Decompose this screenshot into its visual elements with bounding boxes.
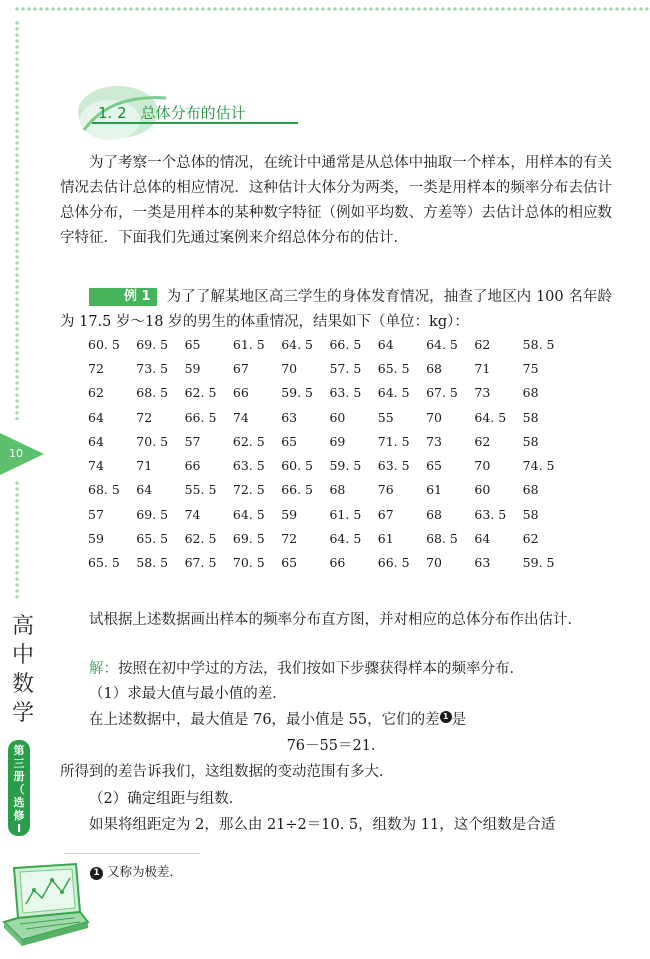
table-cell: 67 bbox=[232, 360, 249, 376]
table-cell: 65. 5 bbox=[88, 555, 120, 571]
table-row bbox=[88, 332, 571, 356]
table-cell: 59. 5 bbox=[522, 555, 555, 571]
volume-char: 第 bbox=[13, 744, 25, 757]
table-cell: 68 bbox=[522, 385, 539, 401]
page-number: 10 bbox=[9, 447, 23, 460]
table-cell: 69. 5 bbox=[232, 531, 265, 547]
table-cell: 59 bbox=[184, 360, 201, 376]
table-cell: 62 bbox=[474, 336, 491, 352]
table-cell: 61. 5 bbox=[329, 506, 362, 522]
table-cell: 71. 5 bbox=[377, 433, 410, 449]
table-cell: 70. 5 bbox=[136, 433, 169, 449]
left-dotted-border bbox=[14, 20, 20, 420]
side-title-char: 高 bbox=[11, 614, 34, 639]
table-cell: 67. 5 bbox=[426, 385, 458, 401]
table-cell: 68. 5 bbox=[136, 385, 169, 401]
table-cell: 62 bbox=[474, 433, 491, 449]
table-cell: 57 bbox=[184, 433, 201, 449]
table-cell: 64. 5 bbox=[281, 336, 313, 352]
difference-formula: 76－55＝21． bbox=[286, 738, 386, 754]
footnote-rule bbox=[64, 853, 200, 854]
step2-text: 如果将组距定为 2，那么由 21÷2＝10. 5，组数为 11，这个组数是合适 bbox=[89, 817, 556, 833]
intro-paragraph: 为了考察一个总体的情况，在统计中通常是从总体中抽取一个样本，用样本的有关情况去估计总体的相应情况．这种估计大体分为两类，一类是用样本的频率分布去估计总体分布，一类是用样本的某种数字特征（例如平均数、方差等）去估计总体的相应数字特征．下面我们先通过案例来介绍总体分布的估计． bbox=[60, 155, 612, 246]
table-cell: 60 bbox=[474, 482, 491, 498]
table-cell: 59 bbox=[88, 531, 104, 547]
table-cell: 61 bbox=[377, 531, 394, 547]
table-cell: 57 bbox=[88, 506, 104, 522]
table-cell: 72 bbox=[88, 360, 104, 376]
table-row bbox=[88, 502, 571, 526]
section-title-text: 总体分布的估计 bbox=[140, 104, 246, 122]
table-cell: 64. 5 bbox=[474, 409, 507, 425]
top-dotted-border bbox=[14, 6, 650, 12]
table-cell: 65. 5 bbox=[136, 531, 169, 547]
table-cell: 68. 5 bbox=[88, 482, 120, 498]
table-cell: 62 bbox=[88, 385, 104, 401]
table-cell: 69 bbox=[329, 433, 346, 449]
table-cell: 64. 5 bbox=[232, 506, 265, 522]
side-title-char: 中 bbox=[11, 643, 34, 668]
table-cell: 63. 5 bbox=[232, 458, 265, 474]
section-title bbox=[98, 102, 246, 123]
table-cell: 64 bbox=[136, 482, 153, 498]
table-cell: 70 bbox=[426, 409, 442, 425]
table-cell: 71 bbox=[474, 360, 491, 376]
table-cell: 74. 5 bbox=[522, 458, 555, 474]
table-cell: 58 bbox=[522, 433, 539, 449]
solution-label: 解： bbox=[89, 661, 118, 677]
table-cell: 71 bbox=[136, 458, 153, 474]
side-book-title bbox=[6, 612, 40, 728]
table-cell: 75 bbox=[522, 360, 539, 376]
table-row bbox=[88, 526, 571, 550]
table-cell: 62. 5 bbox=[184, 531, 217, 547]
table-cell: 63 bbox=[474, 555, 491, 571]
table-cell: 67. 5 bbox=[184, 555, 217, 571]
table-cell: 64. 5 bbox=[426, 336, 458, 352]
step2-heading: （2）确定组距与组数． bbox=[89, 791, 244, 807]
table-cell: 64 bbox=[88, 433, 104, 449]
footnote bbox=[90, 862, 182, 880]
table-cell: 57. 5 bbox=[329, 360, 362, 376]
table-cell: 63. 5 bbox=[329, 385, 362, 401]
table-cell: 55. 5 bbox=[184, 482, 217, 498]
example-text: 为了了解某地区高三学生的身体发育情况，抽查了地区内 100 名年龄为 17.5 岁～18 岁的男生的体重情况，结果如下（单位：kg）： bbox=[60, 289, 612, 330]
section-number: 1. 2 bbox=[98, 104, 127, 122]
volume-char: ） bbox=[13, 835, 25, 848]
table-row bbox=[88, 381, 571, 405]
table-cell: 70 bbox=[426, 555, 442, 571]
laptop-icon bbox=[0, 860, 90, 952]
table-cell: 63 bbox=[281, 409, 298, 425]
side-volume-badge bbox=[8, 740, 30, 848]
table-cell: 65 bbox=[426, 458, 442, 474]
table-cell: 61 bbox=[426, 482, 442, 498]
step1-text bbox=[60, 708, 612, 733]
table-cell: 65 bbox=[184, 336, 201, 352]
volume-char: 三 bbox=[13, 757, 25, 770]
table-row bbox=[88, 356, 571, 380]
table-cell: 64 bbox=[88, 409, 104, 425]
table-cell: 73 bbox=[474, 385, 491, 401]
table-cell: 60. 5 bbox=[88, 336, 120, 352]
table-cell: 63. 5 bbox=[474, 506, 507, 522]
table-cell: 73 bbox=[426, 433, 442, 449]
table-cell: 76 bbox=[377, 482, 394, 498]
table-cell: 58 bbox=[522, 409, 539, 425]
table-cell: 59 bbox=[281, 506, 298, 522]
table-row bbox=[88, 478, 571, 502]
table-cell: 70 bbox=[281, 360, 298, 376]
table-cell: 68. 5 bbox=[426, 531, 458, 547]
table-cell: 68 bbox=[426, 360, 442, 376]
table-cell: 64. 5 bbox=[377, 385, 410, 401]
table-cell: 74 bbox=[88, 458, 104, 474]
volume-char: 修 bbox=[13, 809, 25, 822]
task-paragraph: 试根据上述数据画出样本的频率分布直方图，并对相应的总体分布作出估计． bbox=[89, 612, 582, 628]
table-cell: 63. 5 bbox=[377, 458, 410, 474]
table-cell: 62. 5 bbox=[232, 433, 265, 449]
table-cell: 72. 5 bbox=[232, 482, 265, 498]
side-title-char: 数 bbox=[11, 672, 34, 697]
table-cell: 74 bbox=[184, 506, 201, 522]
table-cell: 74 bbox=[232, 409, 249, 425]
step1-heading: （1）求最大值与最小值的差． bbox=[89, 686, 287, 702]
table-cell: 67 bbox=[377, 506, 394, 522]
table-cell: 68 bbox=[329, 482, 346, 498]
weight-data-table bbox=[88, 332, 571, 575]
solution-lead: 按照在初中学过的方法，我们按如下步骤获得样本的频率分布． bbox=[118, 661, 524, 677]
table-cell: 69. 5 bbox=[136, 336, 169, 352]
table-cell: 66. 5 bbox=[377, 555, 410, 571]
table-cell: 61. 5 bbox=[232, 336, 265, 352]
table-cell: 59. 5 bbox=[281, 385, 313, 401]
volume-char: 选 bbox=[13, 796, 25, 809]
table-cell: 64 bbox=[377, 336, 394, 352]
table-cell: 65 bbox=[281, 433, 298, 449]
table-cell: 73. 5 bbox=[136, 360, 169, 376]
footnote-ref-mark: 1 bbox=[440, 711, 452, 723]
table-cell: 65. 5 bbox=[377, 360, 410, 376]
table-row bbox=[88, 551, 571, 575]
table-cell: 62 bbox=[522, 531, 539, 547]
table-cell: 69. 5 bbox=[136, 506, 169, 522]
table-cell: 68 bbox=[426, 506, 442, 522]
table-cell: 64. 5 bbox=[329, 531, 362, 547]
table-cell: 66 bbox=[232, 385, 249, 401]
table-cell: 64 bbox=[474, 531, 491, 547]
table-cell: 58 bbox=[522, 506, 539, 522]
table-cell: 60. 5 bbox=[281, 458, 313, 474]
table-cell: 59. 5 bbox=[329, 458, 362, 474]
footnote-mark: 1 bbox=[90, 867, 103, 880]
conclusion-text: 所得到的差告诉我们，这组数据的变动范围有多大． bbox=[60, 764, 394, 780]
volume-char: 册 bbox=[13, 770, 25, 783]
table-row bbox=[88, 405, 571, 429]
table-cell: 72 bbox=[136, 409, 153, 425]
table-cell: 66. 5 bbox=[184, 409, 217, 425]
example-paragraph bbox=[60, 285, 612, 335]
table-cell: 72 bbox=[281, 531, 298, 547]
table-cell: 68 bbox=[522, 482, 539, 498]
side-title-char: 学 bbox=[11, 701, 34, 726]
table-cell: 66 bbox=[184, 458, 201, 474]
table-cell: 58. 5 bbox=[136, 555, 169, 571]
solution-lead-line bbox=[60, 657, 612, 682]
volume-char: Ⅰ bbox=[16, 822, 22, 835]
section-underline bbox=[92, 122, 298, 124]
example-badge: 例 1 bbox=[89, 288, 157, 306]
step1-text-a: 在上述数据中，最大值是 76，最小值是 55，它们的差 bbox=[89, 712, 440, 728]
table-cell: 58. 5 bbox=[522, 336, 555, 352]
table-cell: 60 bbox=[329, 409, 346, 425]
table-cell: 65 bbox=[281, 555, 298, 571]
table-cell: 62. 5 bbox=[184, 385, 217, 401]
table-cell: 66. 5 bbox=[329, 336, 362, 352]
table-cell: 55 bbox=[377, 409, 394, 425]
left-dotted-border-lower bbox=[14, 480, 20, 600]
table-row bbox=[88, 429, 571, 453]
table-cell: 70. 5 bbox=[232, 555, 265, 571]
volume-char: （ bbox=[13, 783, 25, 796]
table-cell: 66 bbox=[329, 555, 346, 571]
step1-text-b: 是 bbox=[451, 712, 467, 728]
table-row bbox=[88, 453, 571, 477]
table-cell: 70 bbox=[474, 458, 491, 474]
table-cell: 66. 5 bbox=[281, 482, 313, 498]
footnote-text: 又称为极差． bbox=[106, 864, 182, 879]
